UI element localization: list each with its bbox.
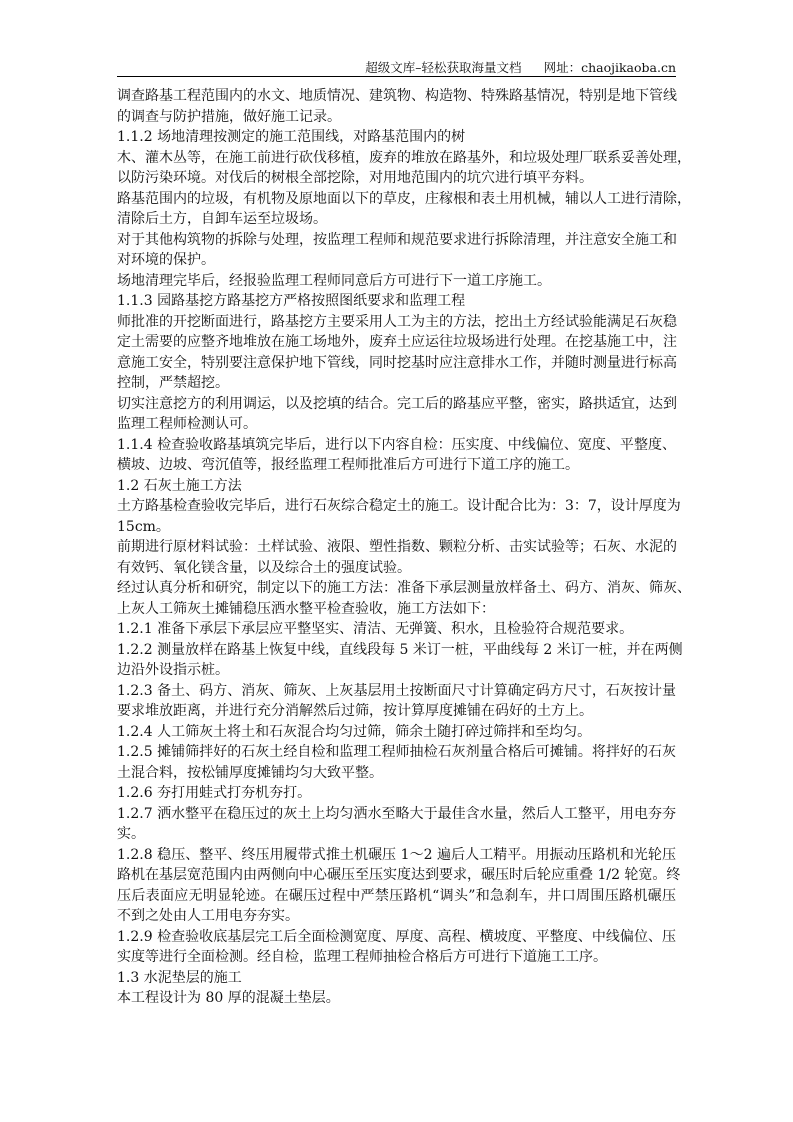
text-line: 切实注意挖方的利用调运，以及挖填的结合。完工后的路基应平整，密实，路拱适宜，达到 [117,395,677,412]
section-heading: 1.2.7 洒水整平在稳压过的灰土上均匀洒水至略大于最佳含水量，然后人工整平，用电夯夯 [117,805,676,822]
section-heading: 1.2.1 准备下承层下承层应平整坚实、清洁、无弹簧、积水，且检验符合规范要求。 [117,621,634,637]
text-line: 压后表面应无明显轮迹。在碾压过程中严禁压路机“调头”和急刹车，井口周围压路机碾压 [117,887,676,904]
text-line: 15cm。 [117,518,170,535]
section-heading: 1.1.2 场地清理按测定的施工范围线，对路基范围内的树 [117,129,466,145]
text-line: 前期进行原材料试验：土样试验、液限、塑性指数、颗粒分析、击实试验等；石灰、水泥的 [117,539,677,555]
header-rule [117,76,676,77]
text-line: 实。 [117,826,145,842]
section-heading: 1.2.5 摊铺筛拌好的石灰土经自检和监理工程师抽检石灰剂量合格后可摊铺。将拌好的石灰 [117,744,676,760]
section-heading: 1.1.3 园路基挖方路基挖方严格按照图纸要求和监理工程 [117,293,466,309]
text-line: 边沿外设指示桩。 [117,662,229,678]
section-heading: 1.2.4 人工筛灰土将土和石灰混合均匀过筛，筛余土随打碎过筛拌和至均匀。 [117,723,592,740]
text-line: 对于其他构筑物的拆除与处理，按监理工程师和规范要求进行拆除清理，并注意安全施工和 [117,231,677,248]
text-line: 路机在基层宽范围内由两侧向中心碾压至压实度达到要求，碾压时后轮应重叠 1/2 轮宽。终 [117,867,681,883]
text-line: 监理工程师检测认可。 [117,416,257,432]
header-site-name: 超级文库–轻松获取海量文档 [365,60,522,75]
section-heading: 1.1.4 检查验收路基填筑完毕后，进行以下内容自检：压实度、中线偏位、宽度、平整度、 [117,436,676,453]
text-line: 经过认真分析和研究，制定以下的施工方法：准备下承层测量放样备土、码方、消灰、筛灰、 [117,580,691,596]
text-line: 的调查与防护措施，做好施工记录。 [117,108,341,125]
text-line: 木、灌木丛等，在施工前进行砍伐移植，废弃的堆放在路基外，和垃圾处理厂联系妥善处理， [117,149,691,166]
text-line: 清除后土方，自卸车运至垃圾场。 [117,211,327,227]
text-line: 场地清理完毕后，经报验监理工程师同意后方可进行下一道工序施工。 [117,272,551,289]
header-url: 网址：chaojikaoba.cn [543,60,676,75]
text-line: 土混合料，按松铺厚度摊铺均匀大致平整。 [117,764,383,781]
text-line: 以防污染环境。对伐后的树根全部挖除，对用地范围内的坑穴进行填平夯料。 [117,170,593,186]
text-line: 上灰人工筛灰土摊铺稳压洒水整平检查验收，施工方法如下： [117,600,495,617]
section-heading: 1.2.2 测量放样在路基上恢复中线，直线段每 5 米订一桩，平曲线每 2 米订一桩，并在两侧 [117,641,683,658]
text-line: 要求堆放距离，并进行充分消解然后过筛，按计算厚度摊铺在码好的土方上。 [117,703,593,719]
text-line: 实度等进行全面检测。经自检，监理工程师抽检合格后方可进行下道施工工序。 [117,949,607,965]
text-line: 路基范围内的垃圾，有机物及原地面以下的草皮，庄稼根和表土用机械，辅以人工进行清除， [117,190,691,207]
text-line: 定土需要的应整齐地堆放在施工场地外，废弃土应运往垃圾场进行处理。在挖基施工中，注 [117,334,677,350]
section-heading: 1.2.3 备土、码方、消灰、筛灰、上灰基层用土按断面尺寸计算确定码方尺寸，石灰按计量 [117,682,676,699]
section-heading: 1.2.9 检查验收底基层完工后全面检测宽度、厚度、高程、横坡度、平整度、中线偏位、压 [117,928,676,945]
section-heading: 1.2.6 夯打用蛙式打夯机夯打。 [117,785,312,801]
text-line: 对环境的保护。 [117,252,215,268]
text-line: 有效钙、氧化镁含量，以及综合土的强度试验。 [117,559,411,576]
section-heading: 1.3 水泥垫层的施工 [117,969,242,986]
text-line: 调查路基工程范围内的水文、地质情况、建筑物、构造物、特殊路基情况，特别是地下管线 [117,88,677,104]
text-line: 师批准的开挖断面进行，路基挖方主要采用人工为主的方法，挖出土方经试验能满足石灰稳 [117,313,677,330]
text-line: 控制，严禁超挖。 [117,375,229,391]
section-heading: 1.2.8 稳压、整平、终压用履带式推土机碾压 1～2 遍后人工精平。用振动压路机和光轮压 [117,846,676,863]
text-line: 土方路基检查验收完毕后，进行石灰综合稳定土的施工。设计配合比为：3：7，设计厚度为 [117,498,681,514]
text-line: 本工程设计为 80 厚的混凝土垫层。 [117,990,340,1006]
page-header [117,58,676,76]
text-line: 横坡、边坡、弯沉值等，报经监理工程师批准后方可进行下道工序的施工。 [117,457,579,473]
document-body [117,86,691,1009]
text-line: 不到之处由人工用电夯夯实。 [117,908,299,924]
section-heading: 1.2 石灰土施工方法 [117,477,242,494]
text-line: 意施工安全，特别要注意保护地下管线，同时挖基时应注意排水工作，并随时测量进行标高 [117,354,677,371]
